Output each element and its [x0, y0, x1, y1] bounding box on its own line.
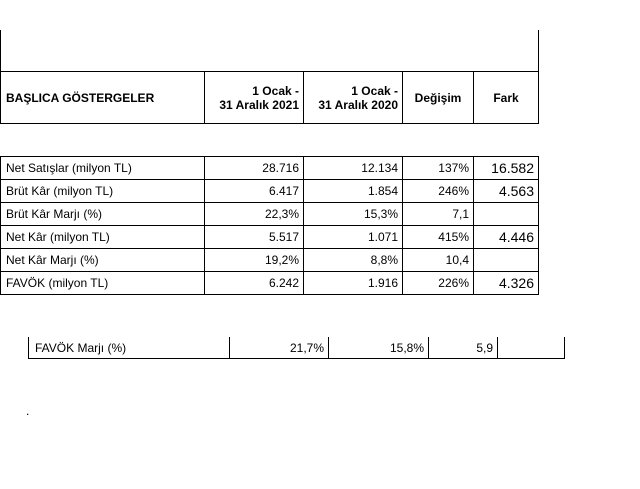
header-col-2021-line2: 31 Aralık 2021: [219, 97, 299, 112]
row-value-2021: 22,3%: [264, 207, 299, 221]
row-change: 137%: [438, 161, 469, 175]
header-col-2020-line2: 31 Aralık 2020: [318, 97, 398, 112]
row-diff: 4.563: [498, 183, 534, 199]
row-label: Net Kâr (milyon TL): [6, 230, 110, 244]
row-value-2020: 15,3%: [363, 207, 398, 221]
row-change: 10,4: [445, 253, 469, 267]
row-label: Brüt Kâr Marjı (%): [6, 207, 103, 221]
row-diff: 16.582: [491, 160, 534, 176]
extra-row-value-2021: 21,7%: [289, 340, 324, 355]
header-col-2021-line1: 1 Ocak -: [252, 83, 299, 98]
header-col-2021: [205, 72, 303, 123]
row-diff: [474, 249, 538, 271]
row-diff: 4.326: [498, 275, 534, 291]
row-change: 246%: [438, 184, 469, 198]
row-value-2021: 6.417: [268, 184, 299, 198]
row-label: Net Satışlar (milyon TL): [6, 161, 132, 175]
extra-row-diff: [498, 337, 564, 358]
row-label: Brüt Kâr (milyon TL): [6, 184, 114, 198]
row-value-2021: 28.716: [262, 161, 299, 175]
row-value-2020: 1.071: [367, 230, 398, 244]
extra-row-label: FAVÖK Marjı (%): [35, 340, 127, 355]
header-col-2020: [304, 72, 402, 123]
row-value-2020: 8,8%: [370, 253, 398, 267]
row-label: FAVÖK (milyon TL): [6, 276, 109, 290]
row-change: 7,1: [452, 207, 469, 221]
row-value-2020: 1.916: [367, 276, 398, 290]
row-change: 226%: [438, 276, 469, 290]
row-diff: 4.446: [498, 229, 534, 245]
row-value-2021: 19,2%: [264, 253, 299, 267]
extra-row-change: 5,9: [476, 340, 493, 355]
row-diff: [474, 203, 538, 225]
row-label: Net Kâr Marjı (%): [6, 253, 99, 267]
footnote-dot: .: [26, 404, 30, 418]
row-value-2021: 6.242: [268, 276, 299, 290]
row-value-2020: 12.134: [361, 161, 398, 175]
row-value-2021: 5.517: [268, 230, 299, 244]
header-title: BAŞLICA GÖSTERGELER: [6, 90, 155, 105]
header-col-diff: Fark: [493, 90, 519, 105]
header-col-change: Değişim: [414, 90, 462, 105]
row-value-2020: 1.854: [367, 184, 398, 198]
row-change: 415%: [438, 230, 469, 244]
header-col-2020-line1: 1 Ocak -: [351, 83, 398, 98]
extra-row-value-2020: 15,8%: [389, 340, 424, 355]
